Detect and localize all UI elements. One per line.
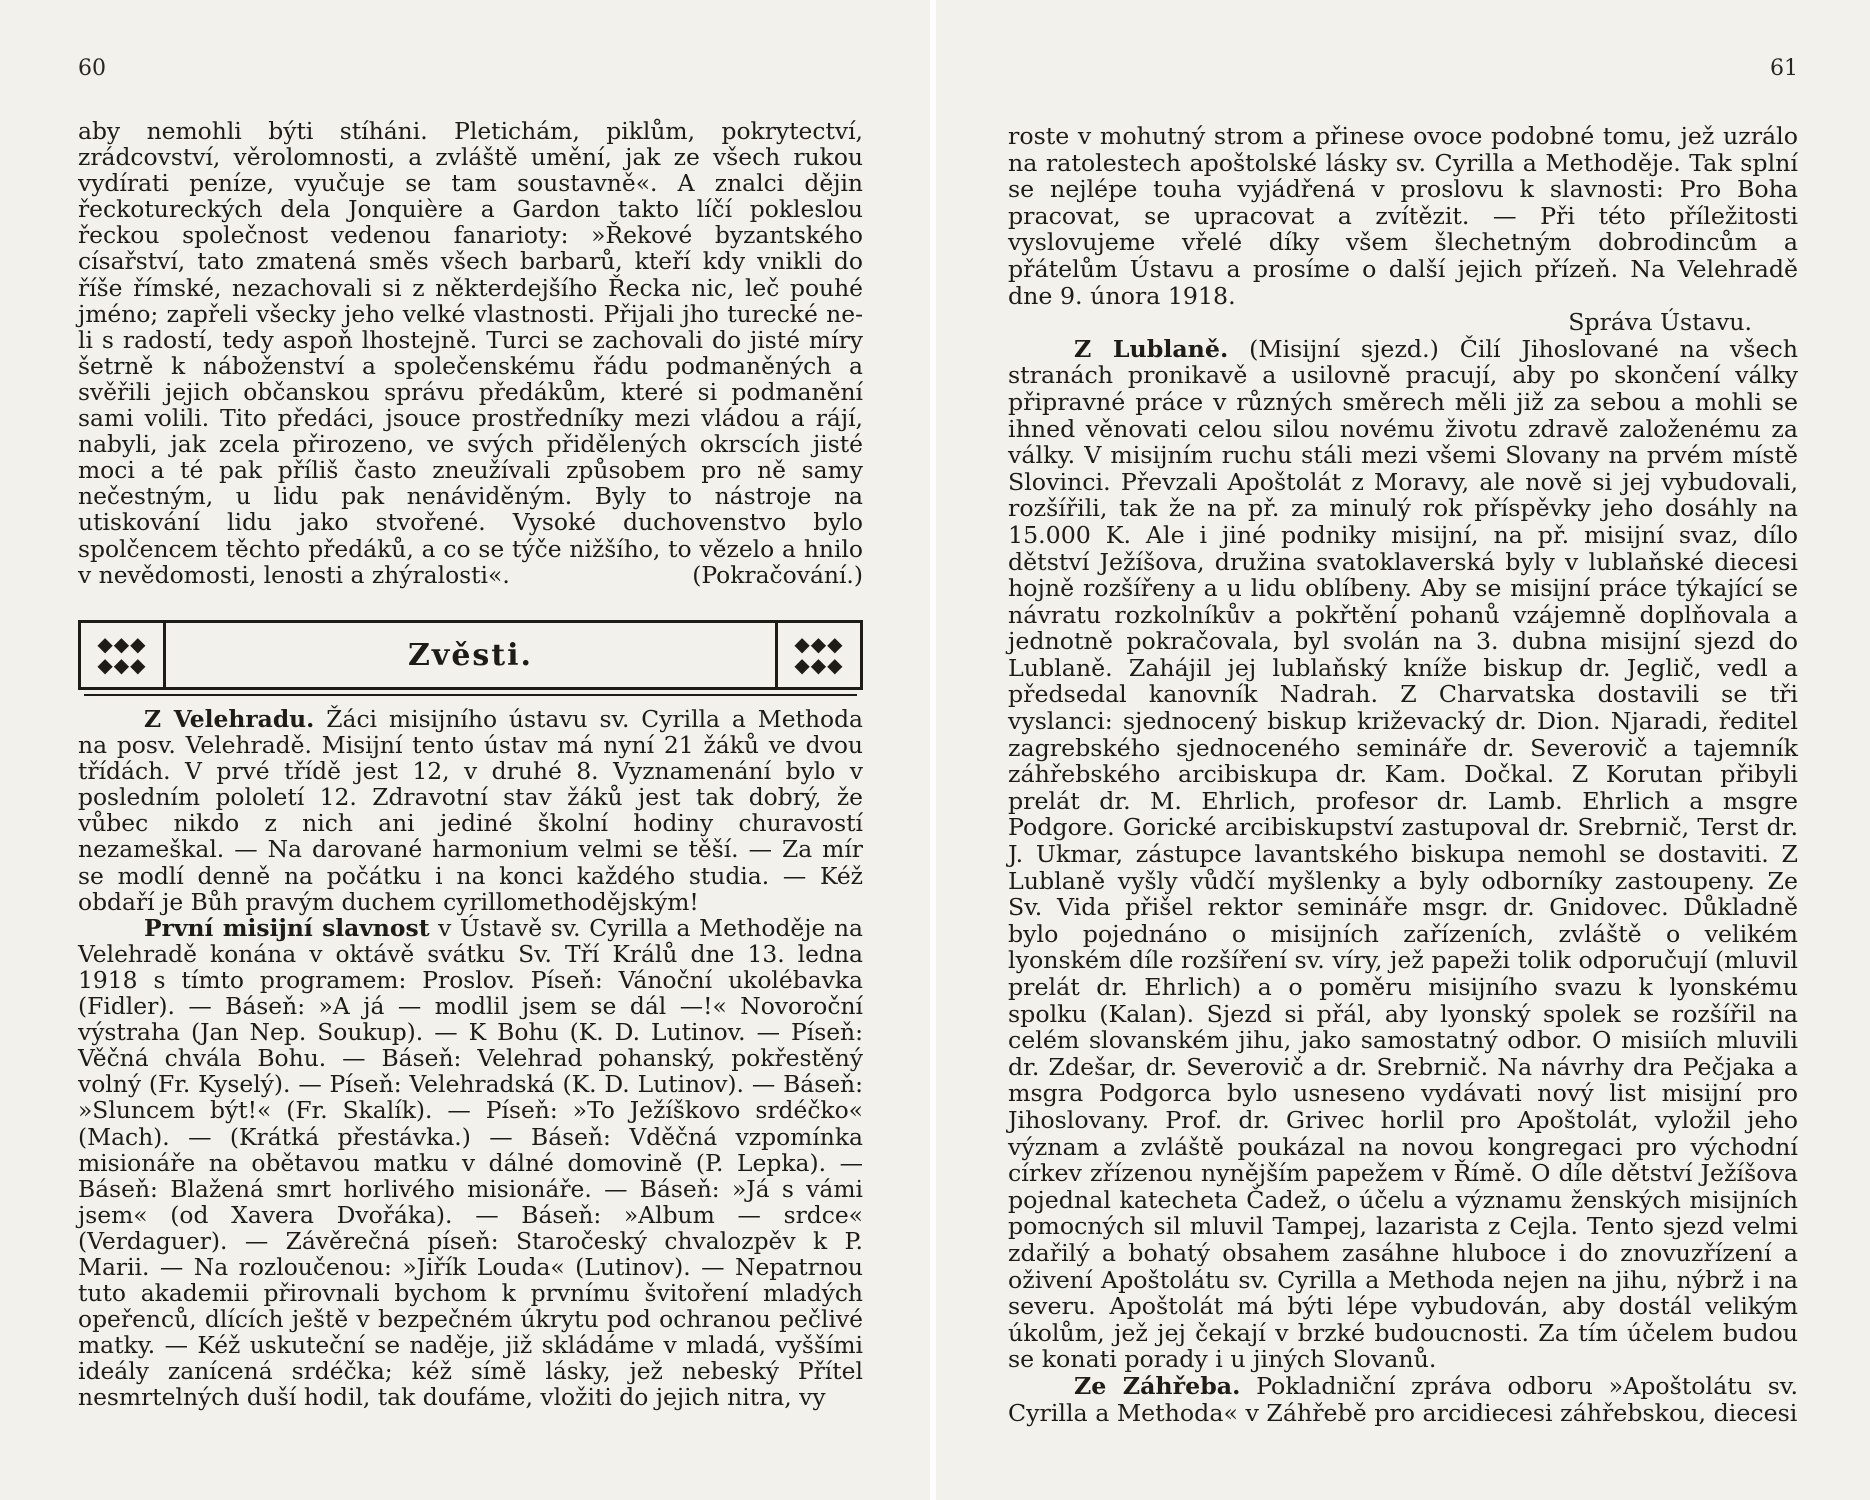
news-body: Pokladniční zpráva odboru »Apoštolátu sv. Cyrilla a Methoda« v Záhřebě pro arcidiecesi záhřebskou, diecesi — [1008, 1371, 1798, 1427]
left-page — [0, 0, 930, 1500]
news-heading: Z Lublaně. — [1074, 334, 1229, 363]
news-body: Žáci misijního ústavu sv. Cyrilla a Methoda na posv. Velehradě. Misijní tento ústav má nyní 21 žáků ve dvou třídách. V prvé třídě jest 12, v druhé 8. Vyznamenání bylo v posledním pololetí 12. Zdravotní stav žáků jest tak dobrý, že vůbec nikdo z nich ani jediné školní hodiny churavostí nezameškal. — Na darované harmonium velmi se těší. — Za mír se modlí denně na počátku i na konci každého studia. — Kéž obdaří je Bůh pravým duchem cyrillomethodějským! — [78, 705, 864, 916]
right-page — [936, 0, 1870, 1500]
news-heading: Z Velehradu. — [144, 705, 315, 733]
right-column — [1008, 123, 1798, 1426]
left-news-column — [78, 706, 863, 1411]
news-body: v Ústavě sv. Cyrilla a Methoděje na Velehradě konána v oktávě svátku Sv. Tří Králů dne 13. ledna 1918 s tímto programem: Proslov. Píseň: Vánoční ukolébavka (Fidler). — Báseň: »A já — modlil jsem se dál —!« Novoroční výstraha (Jan Nep. Soukup). — K Bohu (K. D. Lutinov. — Píseň: Věčná chvála Bohu. — Báseň: Velehrad pohanský, pokřestěný volný (Fr. Kyselý). — Píseň: Velehradská (K. D. Lutinov). — Báseň: »Sluncem být!« (Fr. Skalík). — Píseň: »To Ježíškovo srdéčko« (Mach). — (Krátká přestávka.) — Báseň: Vděčná vzpomínka misionáře na obětavou matku v dálné domovině (P. Lepka). — Báseň: Blažená smrt horlivého misionáře. — Báseň: »Já s vámi jsem« (od Xavera Dvořáka). — Báseň: »Album — srdce« (Verdaguer). — Závěrečná píseň: Staročeský chvalozpěv k P. Marii. — Na rozloučenou: »Jiřík Louda« (Lutinov). — Nepatrnou tuto akademii přirovnali bychom k prvnímu švitoření mladých opeřenců, dlících ještě v bezpečném úkrytu pod ochranou pečlivé matky. — Kéž uskuteční se naděje, již skládáme v mladá, vyššími ideály zanícená srdéčka; kéž símě lásky, jež nebeský Přítel nesmrtelných duší hodil, tak doufáme, vložiti do jejich nitra, vy — [78, 913, 864, 1412]
news-heading: První misijní slavnost — [144, 913, 430, 942]
signature-line — [1008, 309, 1798, 336]
page-number-left: 60 — [78, 56, 106, 81]
diamond-ornament-right-icon: ◆◆◆ ◆◆◆ — [775, 623, 860, 687]
diamond-ornament-left-icon: ◆◆◆ ◆◆◆ — [81, 623, 166, 687]
news-item-zahreb — [1008, 1373, 1798, 1426]
news-item-lublan — [1008, 336, 1798, 1373]
news-item-slavnost — [78, 915, 863, 1411]
continuation-body: aby nemohli býti stíháni. Pletichám, piklům, pokrytectví, zrádcovství, věrolomnosti, a zvláště umění, jak ze všech rukou vydírati peníze, vyučuje se tam soustavně«. A znalci dějin řeckotureckých dela Jonquière a Gardon takto líčí pokleslou řeckou společnost vedenou fanarioty: »Řekové byzantského císařství, tato zmatená směs všech barbarů, kteří kdy vnikli do říše římské, nezachovali si z některdejšího Řecka nic, leč pouhé jméno; zapřeli všecky jeho velké vlastnosti. Přijali jho turecké ne-li s radostí, tedy aspoň lhostejně. Turci se zachovali do jisté míry šetrně k náboženství a společenskému řádu podmaněných a svěřili jejich občanskou správu předákům, které si podmanění sami volili. Tito předáci, jsouce prostředníky mezi vládou a rájí, nabyli, jak zcela přirozeno, ve svých přidělených okrscích jisté moci a té pak příliš často zneužívali způsobem pro ně samy nečestným, u lidu pak nenáviděným. Byly to nástroje na utiskování lidu jako stvořené. Vysoké duchovenstvo bylo spolčencem těchto předáků, a co se týče nižšího, to vězelo a hnilo v nevědomosti, lenosti a zhýralosti«. — [78, 117, 863, 589]
signature: Správa Ústavu. — [1568, 308, 1752, 337]
news-item-velehrad — [78, 706, 863, 915]
continuation-paragraph — [78, 118, 863, 588]
continuation-paragraph — [1008, 123, 1798, 309]
continuation-body: roste v mohutný strom a přinese ovoce podobné tomu, jež uzrálo na ratolestech apoštolské lásky sv. Cyrilla a Methoděje. Tak splní se nejlépe touha vyjádřená v proslovu k slavnosti: Pro Boha pracovat, se upracovat a zvítězit. — Při této příležitosti vyslovujeme vřelé díky všem šlechetným dobrodincům a přátelům Ústavu a prosíme o další jejich přízeň. Na Velehradě dne 9. února 1918. — [1008, 122, 1798, 310]
continued-note: (Pokračování.) — [692, 560, 863, 589]
left-continuation-text — [78, 118, 863, 588]
section-banner — [78, 620, 863, 690]
page-number-right: 61 — [1770, 56, 1798, 81]
section-title: Zvěsti. — [407, 637, 533, 673]
news-body: (Misijní sjezd.) Čilí Jihoslované na všech stranách pronikavě a usilovně pracují, aby po skončení války připravné práce v různých směrech měli již za sebou a mohli se ihned věnovati celou silou novému životu zdravě založenému za války. V misijním ruchu stáli mezi všemi Slovany na prvém místě Slovinci. Převzali Apoštolát z Moravy, ale nově si jej vybudovali, rozšířili, tak že na př. za minulý rok příspěvky jeho dosáhly na 15.000 K. Ale i jiné podniky misijní, na př. misijní svaz, dílo dětství Ježíšova, družina svatoklaverská byly v lublaňské diecesi hojně rozšířeny a u lidu oblíbeny. Aby se misijní práce týkající se návratu rozkolníkův a pokřtění pohanů vzájemně doplňovala a jednotně pokračovala, byl svolán na 3. dubna misijní sjezd do Lublaně. Zahájil jej lublaňský kníže biskup dr. Jeglič, vedl a předsedal kanovník Nadrah. Z Charvatska dostavili se tři vyslanci: sjednocený biskup križevacký dr. Dion. Njaradi, ředitel zagrebského sjednoceného semináře dr. Severovič a tajemník záhřebského arcibiskupa dr. Kam. Dočkal. Z Korutan přibyli prelát dr. M. Ehrlich, profesor dr. Lamb. Ehrlich a msgre Podgore. Gorické arcibiskupství zastupoval dr. Srebrnič, Terst dr. J. Ukmar, zástupce lavantského biskupa nemohl se dostaviti. Z Lublaně vyšly vůdčí myšlenky a byly odborníky zastoupeny. Ze Sv. Vida přišel rektor semináře msgr. dr. Gnidovec. Důkladně bylo pojednáno o misijních zařízeních, zvláště o velikém lyonském díle rozšíření sv. víry, jež papeži tolik odporučují (mluvil prelát dr. Ehrlich) a o poměru misijního svazu k lyonskému spolku (Kalan). Sjezd si přál, aby lyonský spolek se rozšířil na celém slovanském jihu, jako samostatný odbor. O misiích mluvili dr. Zdešar, dr. Severovič a dr. Srebrnič. Na návrhy dra Pečjaka a msgra Podgorca bylo usneseno vydávati nový list misijní pro Jihoslovany. Prof. dr. Grivec horlil pro Apoštolát, vyložil jeho význam a zvláště poukázal na novou kongregaci pro východní církev zřízenou nynějším papežem v Římě. O díle dětství Ježíšova pojednal katecheta Čadež, o účelu a významu ženských misijních pomocných sil mluvil Tampej, lazarista z Cejla. Tento sjezd velmi zdařilý a bohatý obsahem zasáhne hluboce i do znovuzřízení a oživení Apoštolátu sv. Cyrilla a Methoda nejen na jihu, nýbrž i na severu. Apoštolát má býti lépe vybudován, aby dostál velikým úkolům, jež jej čekají v brzké budoucnosti. Za tím účelem budou se konati porady i u jiných Slovanů. — [1008, 334, 1798, 1374]
news-heading: Ze Záhřeba. — [1074, 1371, 1241, 1400]
